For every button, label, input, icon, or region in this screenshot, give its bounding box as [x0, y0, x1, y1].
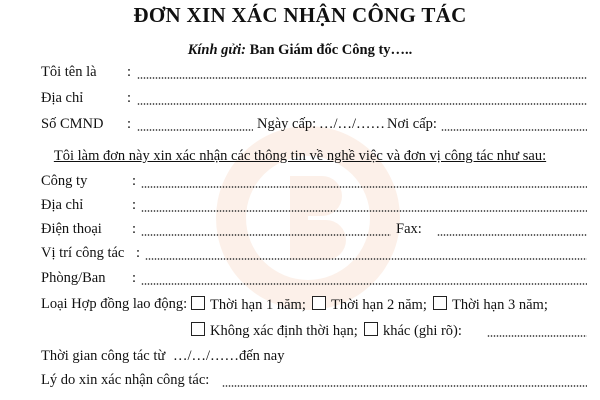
position-row: [41, 245, 591, 267]
name-row: [41, 64, 591, 86]
department-colon: :: [132, 270, 137, 286]
work-period-row: [41, 348, 591, 370]
reason-row: [41, 372, 591, 394]
recipient-line: [0, 42, 600, 59]
fax-fill-line[interactable]: [437, 234, 587, 236]
id-fill-line[interactable]: [137, 129, 253, 131]
phone-fill-line[interactable]: [141, 234, 391, 236]
contract-row: [41, 296, 591, 318]
statement-text: Tôi làm đơn này xin xác nhận các thông tin về nghề việc và đơn vị công tác như sau:: [53, 148, 547, 164]
contract-option-other[interactable]: khác (ghi rõ):: [364, 322, 462, 340]
reason-fill-line[interactable]: [222, 385, 587, 387]
recipient-name: Ban Giám đốc Công ty…..: [249, 42, 413, 58]
company-fill-line[interactable]: [141, 186, 587, 188]
work-period-prefix: Thời gian công tác từ: [41, 348, 166, 364]
company-address-row: [41, 197, 591, 219]
reason-label: Lý do xin xác nhận công tác:: [41, 372, 210, 388]
contract-option-indefinite[interactable]: Không xác định thời hạn;: [191, 322, 358, 340]
fax-label: Fax:: [396, 221, 422, 237]
work-period-suffix: đến nay: [239, 348, 285, 364]
department-fill-line[interactable]: [141, 283, 587, 285]
position-fill-line[interactable]: [145, 258, 587, 260]
contract-other-fill-line[interactable]: [487, 335, 587, 337]
phone-colon: :: [132, 221, 137, 237]
contract-option-2y[interactable]: Thời hạn 2 năm;: [312, 296, 427, 314]
id-colon: :: [127, 116, 132, 132]
name-label: Tôi tên là: [41, 64, 97, 80]
contract-label: Loại Hợp đồng lao động:: [41, 296, 188, 312]
checkbox-icon[interactable]: [191, 296, 205, 310]
name-colon: :: [127, 64, 132, 80]
document-title: ĐƠN XIN XÁC NHẬN CÔNG TÁC: [133, 3, 467, 27]
position-label: Vị trí công tác: [41, 245, 125, 261]
contract-option-3y[interactable]: Thời hạn 3 năm;: [433, 296, 548, 314]
company-address-fill-line[interactable]: [141, 210, 587, 212]
personal-address-fill-line[interactable]: [137, 103, 587, 105]
department-label: Phòng/Ban: [41, 270, 106, 286]
department-row: [41, 270, 591, 292]
issue-place-label: Nơi cấp:: [387, 116, 437, 132]
phone-label: Điện thoại: [41, 221, 102, 237]
personal-address-label: Địa chỉ: [41, 90, 84, 106]
contract-row-2: [41, 322, 591, 344]
recipient-prefix: Kính gửi:: [187, 42, 246, 58]
id-row: [41, 116, 591, 138]
issue-date-label: Ngày cấp:: [257, 116, 317, 132]
work-period-date[interactable]: …/…/……: [173, 348, 240, 364]
contract-option-1y[interactable]: Thời hạn 1 năm;: [191, 296, 306, 314]
personal-address-row: [41, 90, 591, 112]
checkbox-icon[interactable]: [364, 322, 378, 336]
company-address-colon: :: [132, 197, 137, 213]
checkbox-icon[interactable]: [312, 296, 326, 310]
company-colon: :: [132, 173, 137, 189]
personal-address-colon: :: [127, 90, 132, 106]
checkbox-icon[interactable]: [433, 296, 447, 310]
issue-date-value[interactable]: …/…/……: [319, 116, 386, 132]
name-fill-line[interactable]: [137, 77, 587, 79]
checkbox-icon[interactable]: [191, 322, 205, 336]
issue-place-fill-line[interactable]: [441, 129, 587, 131]
company-label: Công ty: [41, 173, 88, 189]
company-row: [41, 173, 591, 195]
phone-row: [41, 221, 591, 243]
id-label: Số CMND: [41, 116, 104, 132]
company-address-label: Địa chỉ: [41, 197, 84, 213]
position-colon: :: [136, 245, 141, 261]
